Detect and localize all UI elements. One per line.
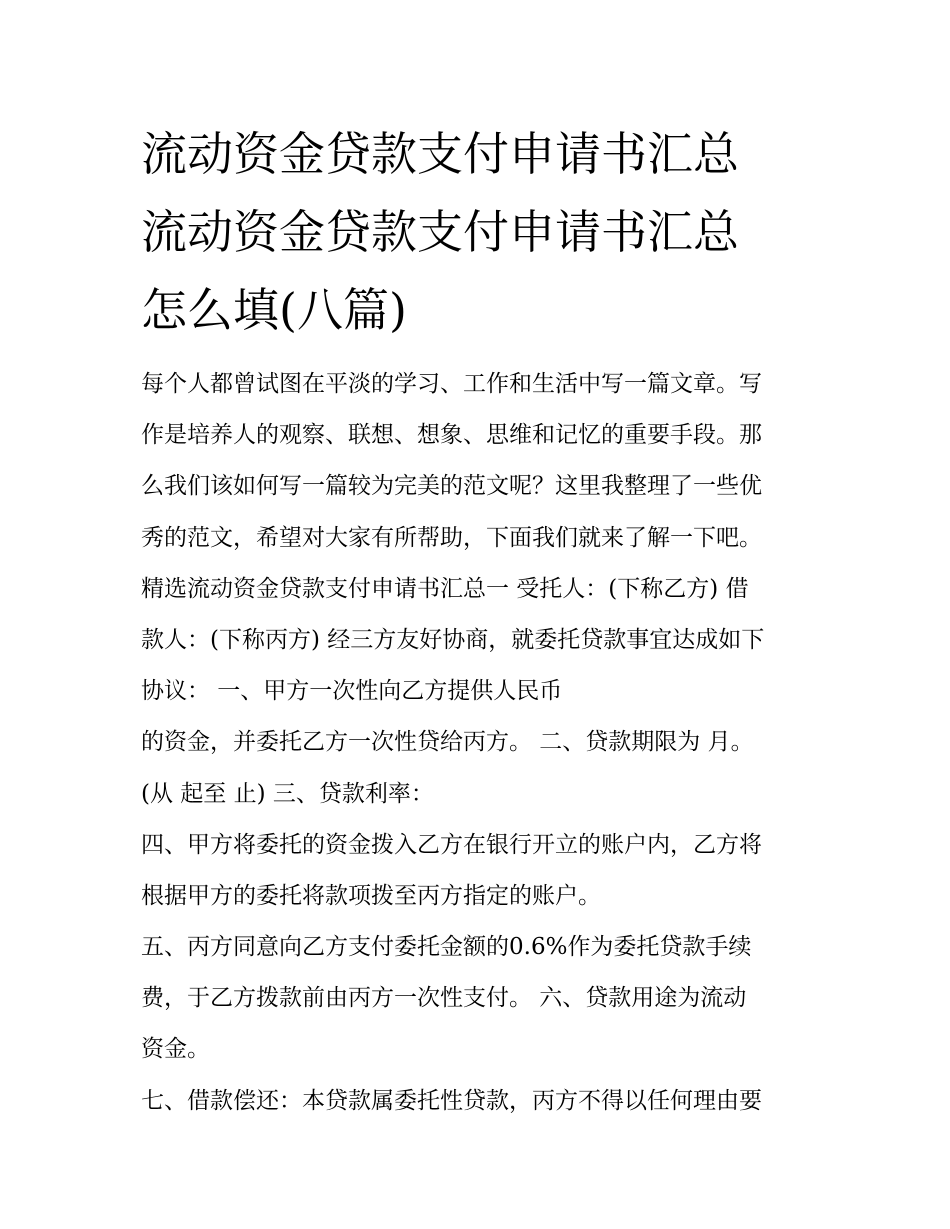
document-title xyxy=(141,115,821,349)
title-line: 怎么填(八篇) xyxy=(141,283,407,337)
title-line: 流动资金贷款支付申请书汇总 xyxy=(141,205,739,259)
body-line: 作是培养人的观察、联想、想象、思维和记忆的重要手段。那 xyxy=(141,422,762,449)
body-line: 费，于乙方拨款前由丙方一次性支付。 六、贷款用途为流动 xyxy=(141,985,747,1012)
body-line: 五、丙方同意向乙方支付委托金额的0.6%作为委托贷款手续 xyxy=(141,934,752,961)
body-line: 根据甲方的委托将款项拨至丙方指定的账户。 xyxy=(141,882,601,909)
body-line: 么我们该如何写一篇较为完美的范文呢？这里我整理了一些优 xyxy=(141,473,762,500)
body-line: 每个人都曾试图在平淡的学习、工作和生活中写一篇文章。写 xyxy=(141,371,762,397)
document-body xyxy=(141,359,821,1127)
body-line: 四、甲方将委托的资金拨入乙方在银行开立的账户内，乙方将 xyxy=(141,831,762,858)
body-line: 精选流动资金贷款支付申请书汇总一 受托人：(下称乙方) 借 xyxy=(141,575,749,602)
body-line: 协议： 一、甲方一次性向乙方提供人民币 xyxy=(141,678,563,705)
title-line: 流动资金贷款支付申请书汇总 xyxy=(141,127,739,181)
body-line: 秀的范文，希望对大家有所帮助，下面我们就来了解一下吧。 xyxy=(141,524,762,551)
body-line: 的资金，并委托乙方一次性贷给丙方。 二、贷款期限为 月。 xyxy=(141,729,754,756)
body-line: 资金。 xyxy=(141,1036,210,1063)
body-line: 款人：(下称丙方) 经三方友好协商，就委托贷款事宜达成如下 xyxy=(141,626,765,653)
body-line: (从 起至 止) 三、贷款利率： xyxy=(141,780,434,807)
document-content xyxy=(141,115,821,1127)
body-line: 七、借款偿还：本贷款属委托性贷款，丙方不得以任何理由要 xyxy=(141,1087,762,1114)
